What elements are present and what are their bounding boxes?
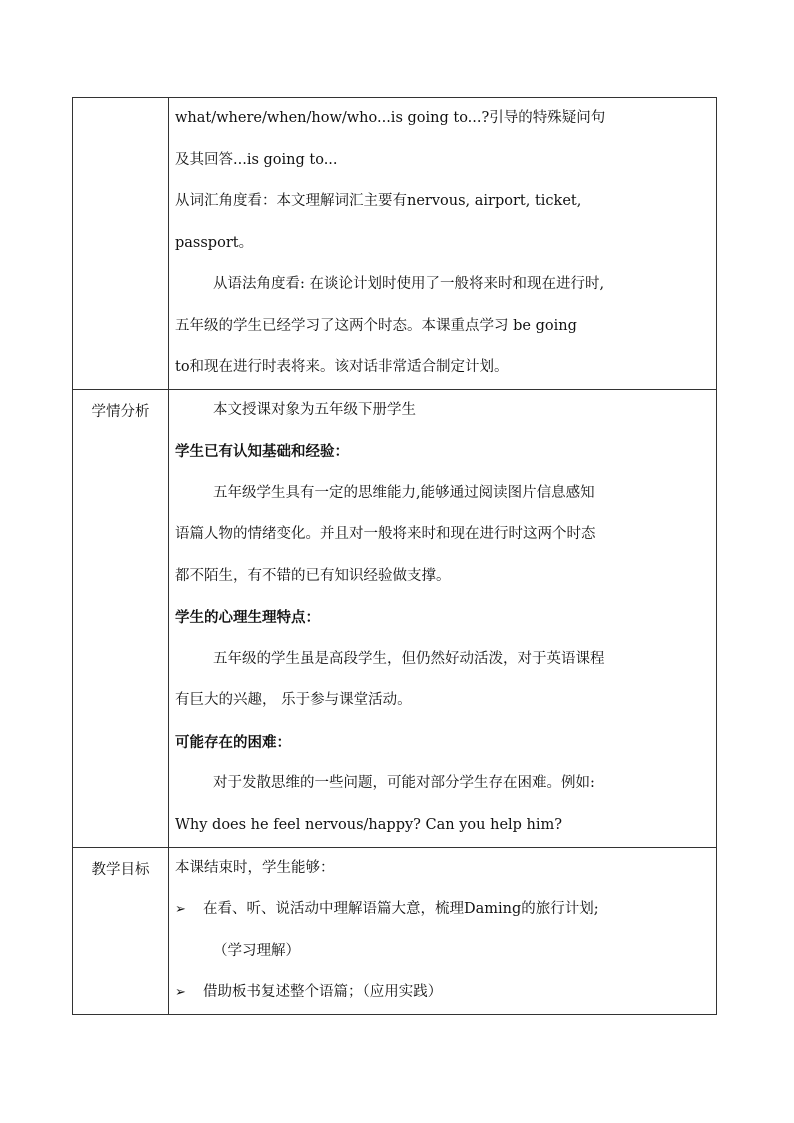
text-line: 有巨大的兴趣， 乐于参与课堂活动。	[175, 692, 412, 708]
text-line: 从词汇角度看：本文理解词汇主要有nervous, airport, ticket,	[175, 193, 582, 209]
intro-line: 本课结束时，学生能够：	[175, 859, 335, 876]
arrow-bullet-icon: ➢	[175, 902, 186, 917]
intro-line: 本文授课对象为五年级下册学生	[213, 401, 416, 418]
text-line: what/where/when/how/who...is going to...?引导的特殊疑问句	[175, 110, 606, 126]
text-line: 五年级的学生已经学习了这两个时态。本课重点学习 be going	[175, 317, 577, 334]
row-label-teaching-objectives: 教学目标	[73, 847, 169, 1014]
text-line: to和现在进行时表将来。该对话非常适合制定计划。	[175, 359, 509, 375]
row-label-empty	[73, 98, 169, 390]
text-line: 语篇人物的情绪变化。并且对一般将来时和现在进行时这两个时态	[175, 526, 596, 542]
text-line: 对于发散思维的一些问题，可能对部分学生存在困难。例如:	[213, 775, 595, 791]
teaching-objectives-cell	[169, 847, 717, 1014]
text-line: Why does he feel nervous/happy? Can you help him?	[175, 816, 563, 833]
text-line: 五年级的学生虽是高段学生，但仍然好动活泼，对于英语课程	[213, 650, 605, 667]
objective-text: 借助板书复述整个语篇；（应用实践）	[203, 984, 443, 1000]
lesson-plan-table	[72, 97, 717, 1015]
text-line: passport。	[175, 234, 254, 251]
textual-analysis-cell	[169, 98, 717, 390]
objective-item	[175, 972, 713, 1014]
text-line: 从语法角度看: 在谈论计划时使用了一般将来时和现在进行时,	[213, 276, 605, 292]
text-line: 都不陌生，有不错的已有知识经验做支撑。	[175, 567, 451, 584]
table-row-teaching-objectives	[73, 847, 717, 1014]
section-heading: 学生已有认知基础和经验：	[175, 443, 349, 460]
objective-item	[175, 889, 713, 931]
row-label-learner-analysis: 学情分析	[73, 389, 169, 847]
table-row-learner-analysis	[73, 389, 717, 847]
learner-analysis-cell	[169, 389, 717, 847]
section-heading: 学生的心理生理特点：	[175, 609, 320, 626]
arrow-bullet-icon: ➢	[175, 985, 186, 1000]
objective-text: 在看、听、说活动中理解语篇大意，梳理Daming的旅行计划;	[203, 901, 599, 917]
text-line: 五年级学生具有一定的思维能力,能够通过阅读图片信息感知	[213, 484, 595, 501]
section-heading: 可能存在的困难：	[175, 733, 291, 751]
text-line: 及其回答...is going to...	[175, 151, 338, 168]
table-row-textual-analysis	[73, 98, 717, 390]
objective-continuation: （学习理解）	[213, 942, 300, 959]
